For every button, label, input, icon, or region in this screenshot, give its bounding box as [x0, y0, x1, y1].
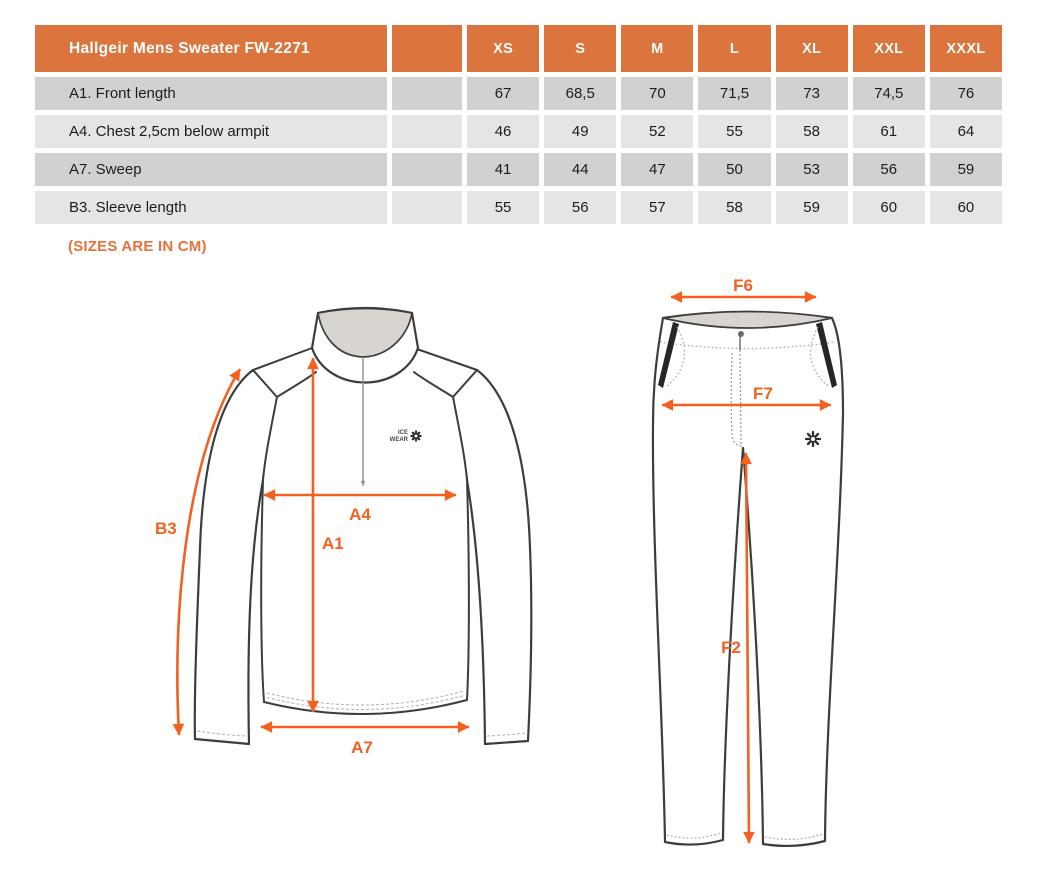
- waist-button: [738, 331, 744, 337]
- size-cell: 47: [621, 153, 693, 186]
- f7-label: F7: [753, 384, 773, 403]
- size-header-xxl: XXL: [853, 25, 925, 72]
- size-cell: 49: [544, 115, 616, 148]
- size-cell: 58: [698, 191, 770, 224]
- size-cell: 59: [930, 153, 1002, 186]
- size-cell: 68,5: [544, 77, 616, 110]
- table-row-front-length: [35, 77, 1002, 110]
- size-cell: 57: [621, 191, 693, 224]
- table-row-chest: [35, 115, 1002, 148]
- logo-text-wear: WEAR: [389, 437, 408, 443]
- empty-header-cell: [392, 25, 462, 72]
- snowflake-icon: [806, 432, 820, 446]
- pants-measurement-diagram: [615, 275, 865, 875]
- empty-cell: [392, 77, 462, 110]
- row-label: B3. Sleeve length: [35, 191, 387, 224]
- empty-cell: [392, 115, 462, 148]
- row-label: A1. Front length: [35, 77, 387, 110]
- size-cell: 61: [853, 115, 925, 148]
- size-cell: 76: [930, 77, 1002, 110]
- zipper-pull: [361, 480, 365, 484]
- table-row-sleeve-length: [35, 191, 1002, 224]
- size-cell: 52: [621, 115, 693, 148]
- size-cell: 67: [467, 77, 539, 110]
- size-header-s: S: [544, 25, 616, 72]
- sweater-body-fill: [253, 348, 477, 714]
- f2-label: F2: [721, 638, 741, 657]
- size-cell: 55: [698, 115, 770, 148]
- size-cell: 64: [930, 115, 1002, 148]
- f6-label: F6: [733, 276, 753, 295]
- size-cell: 41: [467, 153, 539, 186]
- empty-cell: [392, 191, 462, 224]
- size-cell: 56: [853, 153, 925, 186]
- sweater-outline: [195, 308, 531, 744]
- size-header-xl: XL: [776, 25, 848, 72]
- table-row-sweep: [35, 153, 1002, 186]
- sweater-measurement-diagram: [150, 290, 570, 770]
- row-label: A4. Chest 2,5cm below armpit: [35, 115, 387, 148]
- a7-label: A7: [351, 738, 373, 757]
- size-cell: 71,5: [698, 77, 770, 110]
- product-title-cell: Hallgeir Mens Sweater FW-2271: [35, 25, 387, 72]
- size-cell: 50: [698, 153, 770, 186]
- size-table: [30, 20, 1007, 229]
- size-cell: 60: [853, 191, 925, 224]
- a4-label: A4: [349, 505, 371, 524]
- size-cell: 53: [776, 153, 848, 186]
- size-cell: 58: [776, 115, 848, 148]
- sizes-in-cm-note: (SIZES ARE IN CM): [68, 238, 207, 255]
- size-cell: 55: [467, 191, 539, 224]
- size-header-xs: XS: [467, 25, 539, 72]
- empty-cell: [392, 153, 462, 186]
- a1-label: A1: [322, 534, 344, 553]
- size-cell: 73: [776, 77, 848, 110]
- row-label: A7. Sweep: [35, 153, 387, 186]
- size-cell: 56: [544, 191, 616, 224]
- size-cell: 46: [467, 115, 539, 148]
- snowflake-icon: [412, 432, 421, 441]
- size-cell: 60: [930, 191, 1002, 224]
- size-header-xxxl: XXXL: [930, 25, 1002, 72]
- b3-label: B3: [155, 519, 177, 538]
- size-cell: 70: [621, 77, 693, 110]
- size-table-header-row: [35, 25, 1002, 72]
- logo-text-ice: ICE: [397, 430, 408, 436]
- size-cell: 44: [544, 153, 616, 186]
- size-cell: 74,5: [853, 77, 925, 110]
- size-header-m: M: [621, 25, 693, 72]
- size-cell: 59: [776, 191, 848, 224]
- size-header-l: L: [698, 25, 770, 72]
